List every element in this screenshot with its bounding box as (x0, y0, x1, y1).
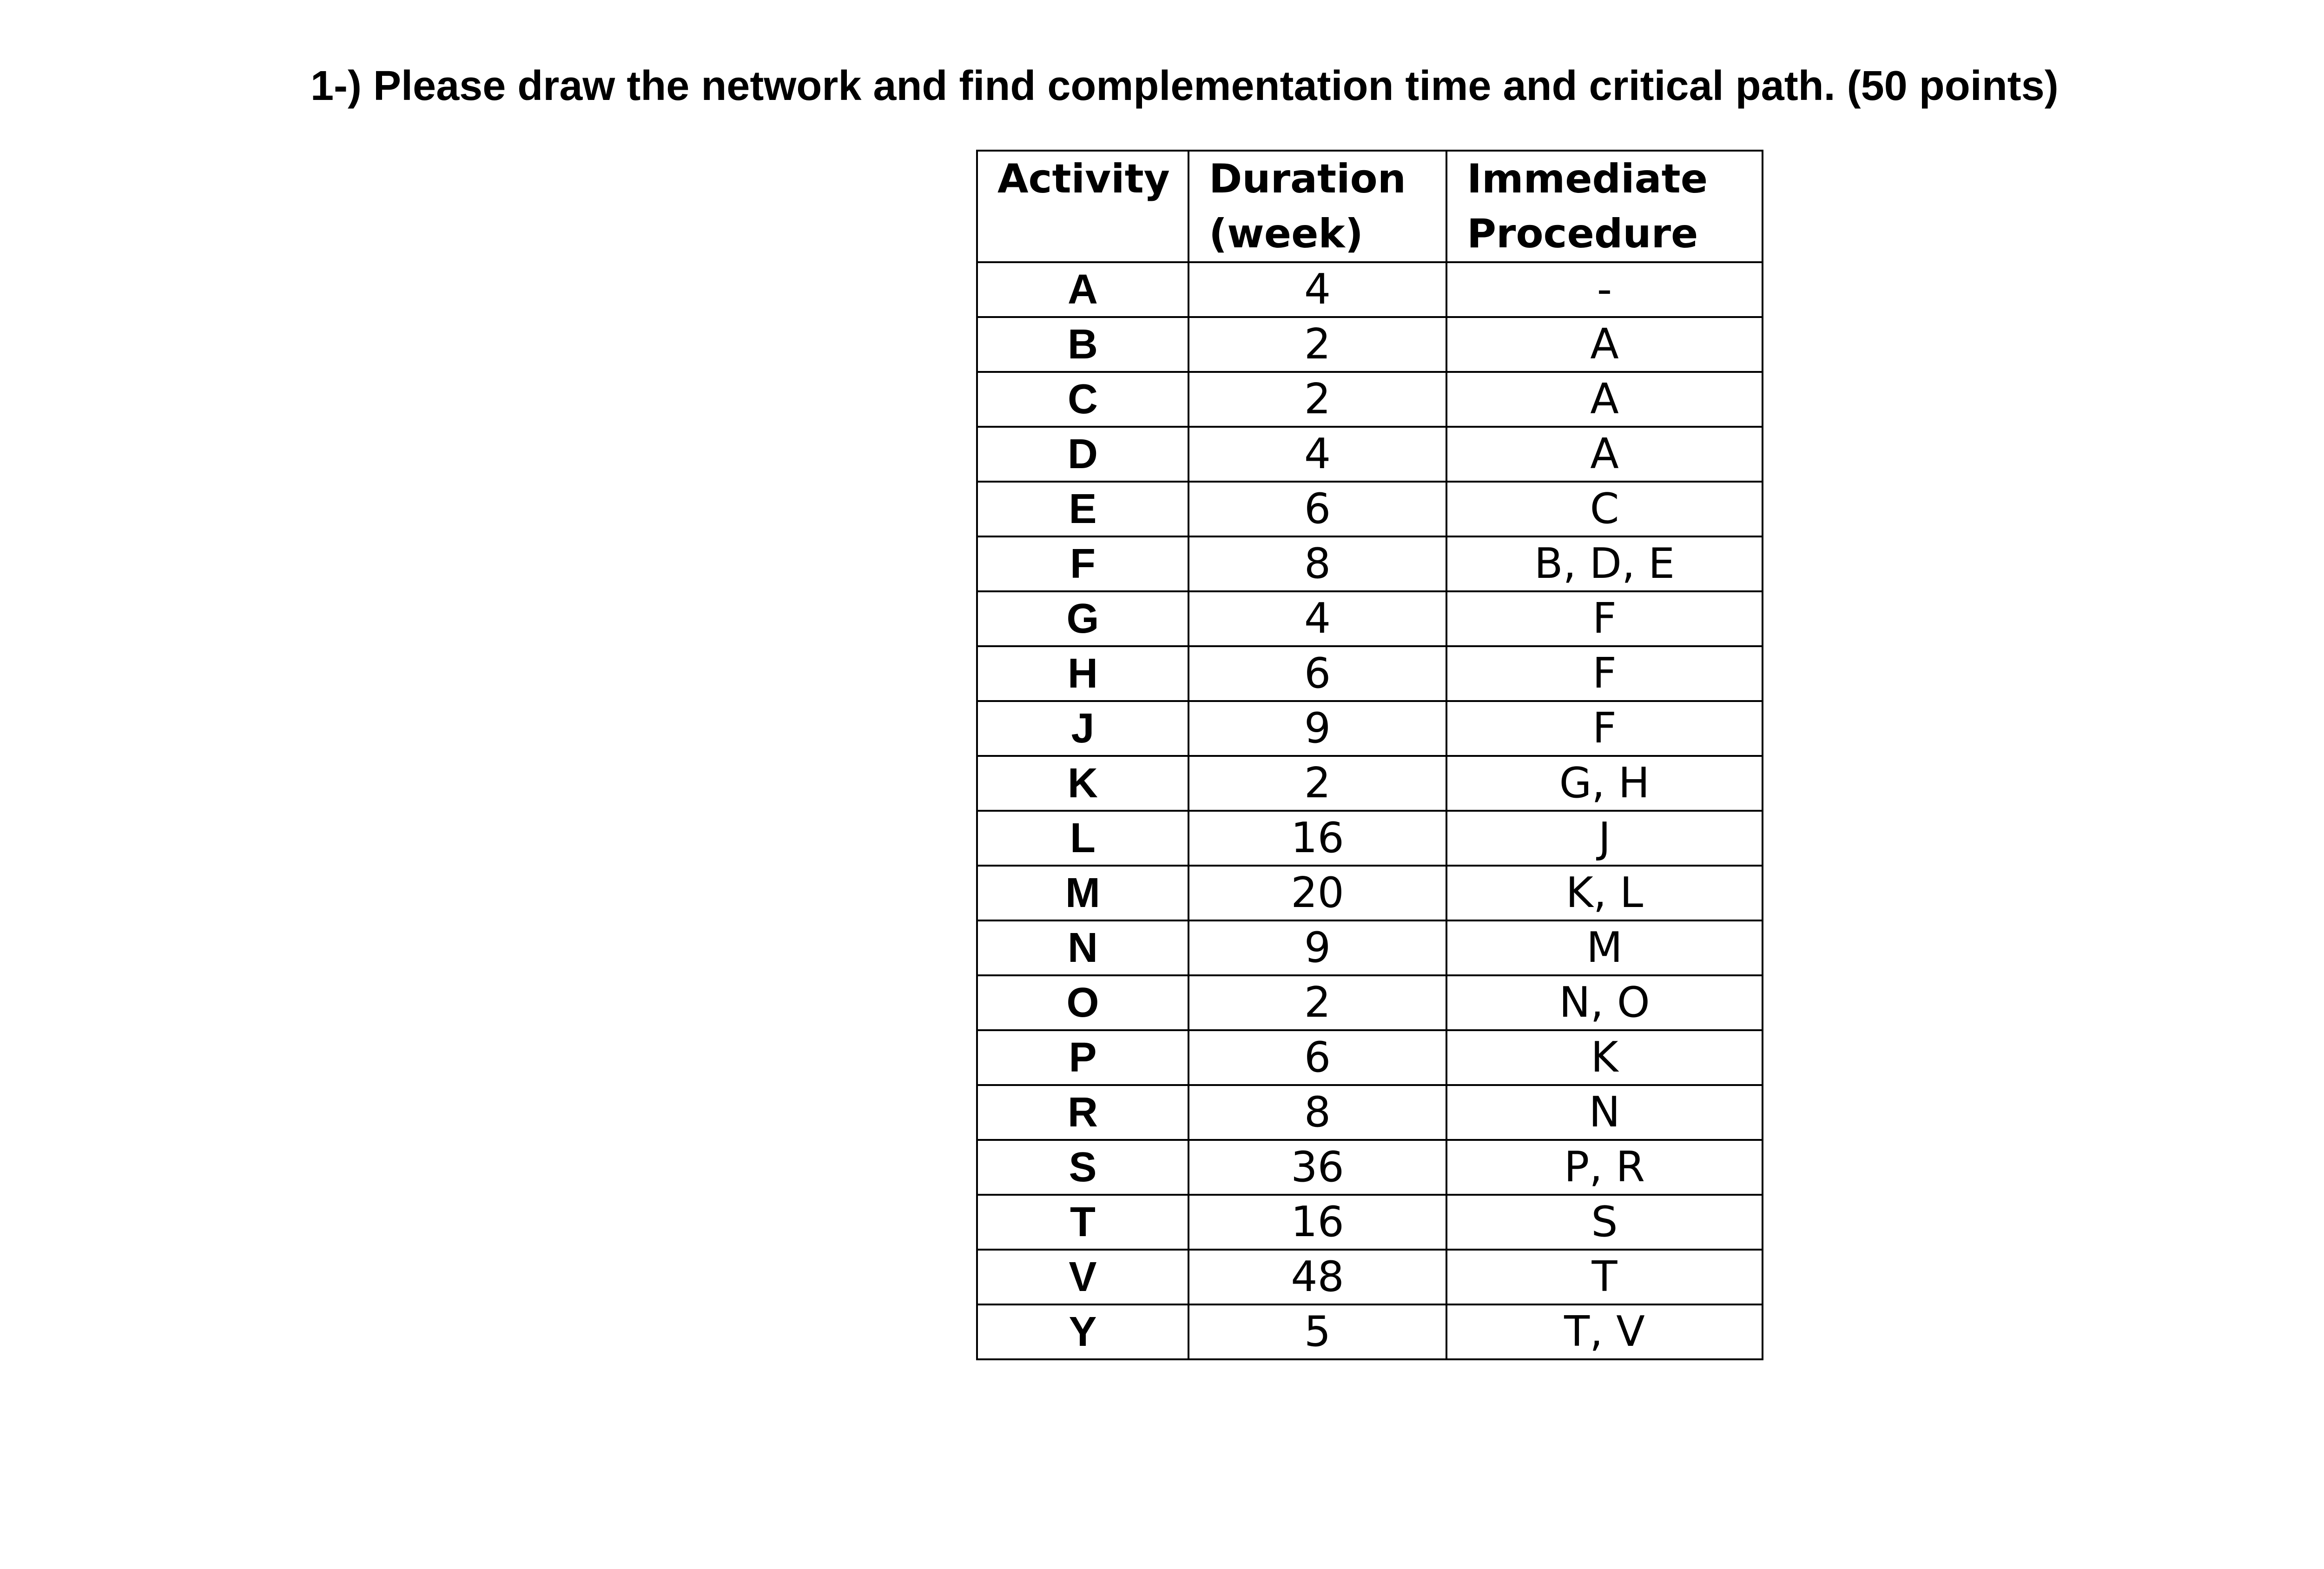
duration-cell: 2 (1188, 975, 1446, 1030)
predecessor-cell: G, H (1446, 756, 1763, 811)
table-row (977, 1030, 1763, 1085)
predecessor-cell: A (1446, 372, 1763, 427)
predecessor-cell: F (1446, 701, 1763, 756)
duration-cell: 9 (1188, 701, 1446, 756)
duration-cell: 2 (1188, 372, 1446, 427)
header-predecessor-line2: Procedure (1467, 211, 1698, 257)
table-row (977, 427, 1763, 482)
duration-cell: 2 (1188, 317, 1446, 372)
activity-cell: D (977, 427, 1188, 482)
activity-cell: V (977, 1250, 1188, 1304)
table-row (977, 920, 1763, 975)
duration-cell: 36 (1188, 1140, 1446, 1195)
predecessor-cell: T, V (1446, 1304, 1763, 1359)
header-duration (1188, 151, 1446, 262)
predecessor-cell: A (1446, 427, 1763, 482)
table-row (977, 1195, 1763, 1250)
header-predecessor (1446, 151, 1763, 262)
table-row (977, 811, 1763, 866)
duration-cell: 4 (1188, 262, 1446, 317)
predecessor-cell: P, R (1446, 1140, 1763, 1195)
duration-cell: 8 (1188, 536, 1446, 591)
activity-table-container (976, 150, 1763, 1360)
table-row (977, 646, 1763, 701)
header-duration-line2: (week) (1209, 211, 1363, 257)
predecessor-cell: F (1446, 646, 1763, 701)
header-predecessor-line1: Immediate (1467, 156, 1708, 202)
table-row (977, 317, 1763, 372)
activity-cell: O (977, 975, 1188, 1030)
duration-cell: 4 (1188, 591, 1446, 646)
predecessor-cell: B, D, E (1446, 536, 1763, 591)
predecessor-cell: K (1446, 1030, 1763, 1085)
duration-cell: 2 (1188, 756, 1446, 811)
duration-cell: 16 (1188, 811, 1446, 866)
table-row (977, 866, 1763, 920)
predecessor-cell: S (1446, 1195, 1763, 1250)
table-row (977, 756, 1763, 811)
predecessor-cell: N (1446, 1085, 1763, 1140)
table-row (977, 1085, 1763, 1140)
table-row (977, 536, 1763, 591)
predecessor-cell: F (1446, 591, 1763, 646)
activity-cell: K (977, 756, 1188, 811)
duration-cell: 4 (1188, 427, 1446, 482)
activity-cell: F (977, 536, 1188, 591)
table-header-row (977, 151, 1763, 262)
table-row (977, 701, 1763, 756)
activity-cell: H (977, 646, 1188, 701)
activity-cell: P (977, 1030, 1188, 1085)
duration-cell: 48 (1188, 1250, 1446, 1304)
duration-cell: 6 (1188, 1030, 1446, 1085)
predecessor-cell: T (1446, 1250, 1763, 1304)
predecessor-cell: - (1446, 262, 1763, 317)
duration-cell: 5 (1188, 1304, 1446, 1359)
activity-cell: C (977, 372, 1188, 427)
header-activity (977, 151, 1188, 262)
duration-cell: 6 (1188, 646, 1446, 701)
activity-cell: Y (977, 1304, 1188, 1359)
activity-cell: S (977, 1140, 1188, 1195)
header-activity-label: Activity (997, 156, 1170, 202)
question-title: 1-) Please draw the network and find complementation time and critical path. (50 points) (310, 63, 2059, 109)
predecessor-cell: K, L (1446, 866, 1763, 920)
activity-cell: J (977, 701, 1188, 756)
table-row (977, 482, 1763, 536)
predecessor-cell: N, O (1446, 975, 1763, 1030)
predecessor-cell: J (1446, 811, 1763, 866)
duration-cell: 20 (1188, 866, 1446, 920)
table-row (977, 1250, 1763, 1304)
header-duration-line1: Duration (1209, 156, 1406, 202)
activity-cell: E (977, 482, 1188, 536)
table-row (977, 591, 1763, 646)
activity-cell: R (977, 1085, 1188, 1140)
predecessor-cell: M (1446, 920, 1763, 975)
table-row (977, 262, 1763, 317)
activity-cell: T (977, 1195, 1188, 1250)
predecessor-cell: C (1446, 482, 1763, 536)
activity-cell: B (977, 317, 1188, 372)
activity-cell: A (977, 262, 1188, 317)
activity-cell: G (977, 591, 1188, 646)
activity-cell: L (977, 811, 1188, 866)
table-row (977, 975, 1763, 1030)
table-row (977, 1304, 1763, 1359)
duration-cell: 8 (1188, 1085, 1446, 1140)
duration-cell: 16 (1188, 1195, 1446, 1250)
predecessor-cell: A (1446, 317, 1763, 372)
table-row (977, 1140, 1763, 1195)
activity-table (976, 150, 1763, 1360)
activity-cell: N (977, 920, 1188, 975)
duration-cell: 9 (1188, 920, 1446, 975)
table-row (977, 372, 1763, 427)
duration-cell: 6 (1188, 482, 1446, 536)
activity-cell: M (977, 866, 1188, 920)
